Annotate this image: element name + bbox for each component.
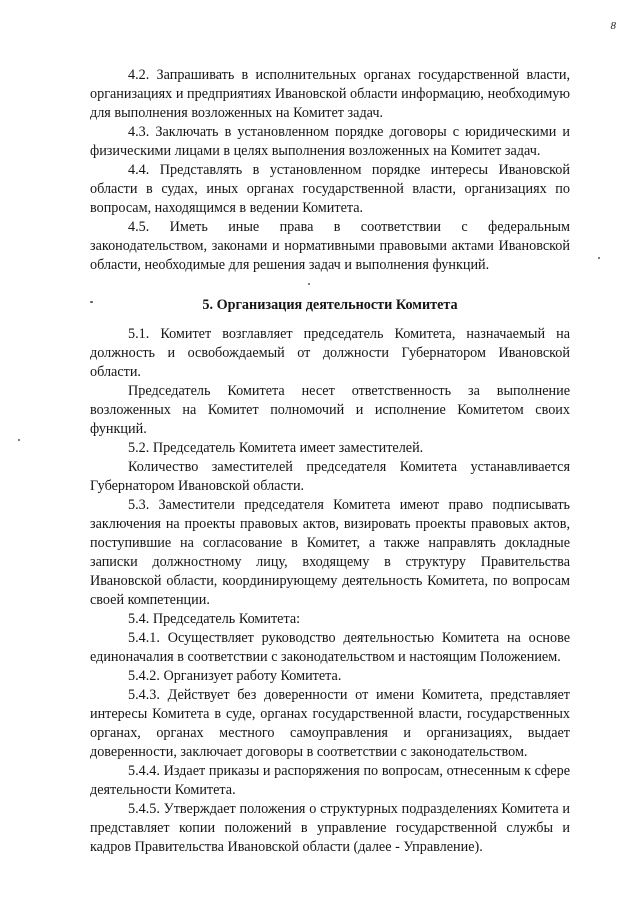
paragraph-5-4: 5.4. Председатель Комитета: [128,611,301,627]
paragraph-chairman-responsibility: Председатель Комитета несет ответственность за выполнение возложенных на Комитет полномочий и исполнение Комитетом своих функций. [90,383,570,437]
scan-speck [308,283,310,285]
page-number: 8 [610,20,616,32]
paragraph-5-3: 5.3. Заместители председателя Комитета имеют право подписывать заключения на проекты правовых актов, визировать проекты правовых актов, поступившие на согласование в Комитет, а также направлять докладные записки должностному лицу, входящему в структуру Правительства Ивановской области, координирующему деятельность Комитета, по вопросам своей компетенции. [90,497,570,608]
paragraph-5-4-4: 5.4.4. Издает приказы и распоряжения по вопросам, отнесенным к сфере деятельности Комитета. [90,763,570,798]
paragraph-4-4: 4.4. Представлять в установленном порядке интересы Ивановской области в судах, иных органах государственной власти, организациях по вопросам, находящимся в ведении Комитета. [90,162,570,216]
paragraph-deputies-count: Количество заместителей председателя Комитета устанавливается Губернатором Ивановской области. [90,459,570,494]
scan-speck [90,301,93,303]
paragraph-5-2: 5.2. Председатель Комитета имеет заместителей. [128,440,424,456]
paragraph-4-2: 4.2. Запрашивать в исполнительных органах государственной власти, организациях и предприятиях Ивановской области информацию, необходимую для выполнения возложенных на Комитет задач. [90,67,570,121]
scan-speck [598,257,600,259]
section-title: 5. Организация деятельности Комитета [202,297,458,313]
document-body [90,66,570,857]
paragraph-4-5: 4.5. Иметь иные права в соответствии с федеральным законодательством, законами и нормативными правовыми актами Ивановской области, необходимые для решения задач и выполнения функций. [90,219,570,273]
paragraph-5-4-5: 5.4.5. Утверждает положения о структурных подразделениях Комитета и представляет копии положений в управление государственной службы и кадров Правительства Ивановской области (далее - Управление). [90,801,570,855]
paragraph-5-4-3: 5.4.3. Действует без доверенности от имени Комитета, представляет интересы Комитета в суде, органах государственной власти, государственных органах, органах местного самоуправления и организациях, выдает доверенности, заключает договоры в соответствии с законодательством. [90,687,570,760]
paragraph-4-3: 4.3. Заключать в установленном порядке договоры с юридическими и физическими лицами в целях выполнения возложенных на Комитет задач. [90,124,570,159]
paragraph-5-4-2: 5.4.2. Организует работу Комитета. [128,668,342,684]
paragraph-5-1: 5.1. Комитет возглавляет председатель Комитета, назначаемый на должность и освобождаемый от должности Губернатором Ивановской области. [90,326,570,380]
paragraph-5-4-1: 5.4.1. Осуществляет руководство деятельностью Комитета на основе единоначалия в соответствии с законодательством и настоящим Положением. [90,630,570,665]
scan-speck [18,439,20,441]
